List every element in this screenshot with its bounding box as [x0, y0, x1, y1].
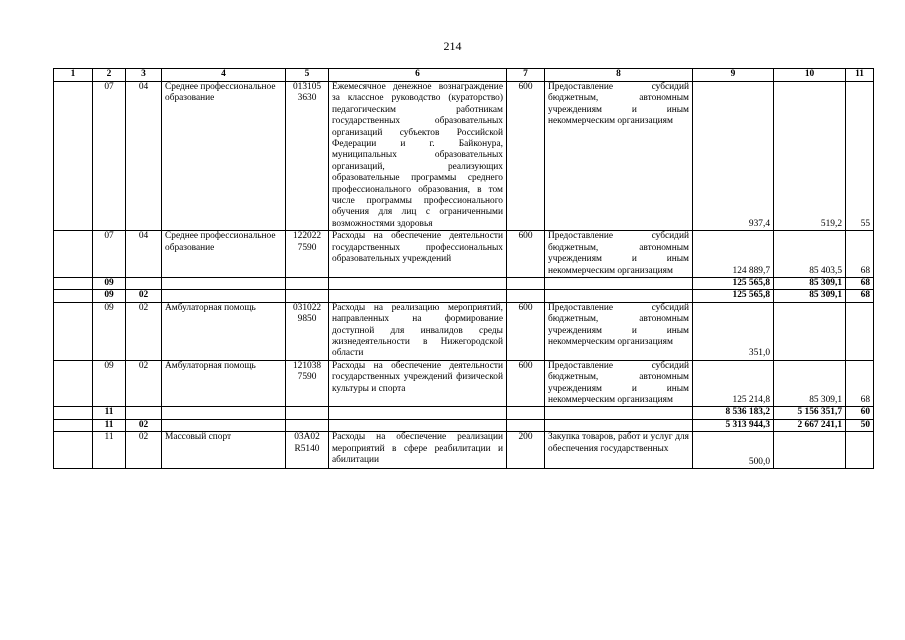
percent-cell: 50 — [846, 419, 874, 431]
amount-actual-cell: 5 156 351,7 — [774, 407, 846, 419]
subsection-code-cell — [126, 277, 162, 289]
expense-type-code-cell: 600 — [507, 82, 545, 231]
amount-plan-cell: 125 565,8 — [693, 290, 774, 302]
amount-actual-cell: 2 667 241,1 — [774, 419, 846, 431]
percent-cell: 68 — [846, 290, 874, 302]
table-row — [54, 82, 874, 231]
percent-cell: 55 — [846, 82, 874, 231]
section-code-cell: 11 — [93, 407, 126, 419]
subsection-code-cell: 02 — [126, 432, 162, 469]
expense-description-cell: Расходы на обеспечение деятельности государственных учреждений физической культуры и спорта — [329, 360, 507, 407]
expense-type-code-cell: 600 — [507, 302, 545, 360]
expense-type-name-cell: Предоставление субсидий бюджетным, автономным учреждениям и иным некоммерческим организациям — [545, 360, 693, 407]
expense-type-code-cell: 600 — [507, 360, 545, 407]
section-code-cell: 09 — [93, 360, 126, 407]
header-cell: 4 — [162, 69, 286, 82]
subsection-name-cell — [162, 277, 286, 289]
amount-plan-cell: 8 536 183,2 — [693, 407, 774, 419]
amount-plan-cell: 125 565,8 — [693, 277, 774, 289]
section-code-cell: 09 — [93, 290, 126, 302]
percent-cell: 60 — [846, 407, 874, 419]
expense-type-code-cell — [507, 419, 545, 431]
header-cell: 1 — [54, 69, 93, 82]
header-cell: 5 — [286, 69, 329, 82]
subsection-name-cell: Среднее профессиональное образование — [162, 82, 286, 231]
expense-type-name-cell — [545, 419, 693, 431]
expense-description-cell: Расходы на реализацию мероприятий, направленных на формирование доступной для инвалидов среды жизнедеятельности в Нижегородской области — [329, 302, 507, 360]
table-row — [54, 360, 874, 407]
percent-cell: 68 — [846, 231, 874, 278]
table-subtotal-row — [54, 407, 874, 419]
row-number-cell — [54, 290, 93, 302]
subsection-name-cell: Амбулаторная помощь — [162, 302, 286, 360]
amount-plan-cell: 937,4 — [693, 82, 774, 231]
table-subtotal-row — [54, 290, 874, 302]
header-cell: 10 — [774, 69, 846, 82]
section-code-cell: 09 — [93, 302, 126, 360]
expense-type-code-cell — [507, 407, 545, 419]
subsection-code-cell: 02 — [126, 419, 162, 431]
target-article-cell: 031022 9850 — [286, 302, 329, 360]
expense-description-cell — [329, 290, 507, 302]
subsection-code-cell: 02 — [126, 290, 162, 302]
subsection-code-cell — [126, 407, 162, 419]
expense-type-name-cell: Закупка товаров, работ и услуг для обеспечения государственных — [545, 432, 693, 469]
percent-cell — [846, 302, 874, 360]
section-code-cell: 11 — [93, 432, 126, 469]
table-subtotal-row — [54, 419, 874, 431]
expense-description-cell: Расходы на обеспечение деятельности государственных профессиональных образовательных учреждений — [329, 231, 507, 278]
header-cell: 8 — [545, 69, 693, 82]
section-code-cell: 09 — [93, 277, 126, 289]
subsection-name-cell — [162, 419, 286, 431]
row-number-cell — [54, 432, 93, 469]
expense-type-name-cell — [545, 277, 693, 289]
amount-plan-cell: 125 214,8 — [693, 360, 774, 407]
expense-type-name-cell — [545, 407, 693, 419]
row-number-cell — [54, 419, 93, 431]
row-number-cell — [54, 360, 93, 407]
amount-actual-cell: 85 309,1 — [774, 277, 846, 289]
target-article-cell — [286, 419, 329, 431]
table-row — [54, 432, 874, 469]
amount-actual-cell: 85 309,1 — [774, 290, 846, 302]
row-number-cell — [54, 231, 93, 278]
subsection-code-cell: 04 — [126, 231, 162, 278]
table-header-row — [54, 69, 874, 82]
table-row — [54, 231, 874, 278]
percent-cell — [846, 432, 874, 469]
expense-type-name-cell: Предоставление субсидий бюджетным, автономным учреждениям и иным некоммерческим организациям — [545, 302, 693, 360]
expense-type-name-cell — [545, 290, 693, 302]
table-row — [54, 302, 874, 360]
amount-actual-cell — [774, 432, 846, 469]
expense-type-code-cell: 600 — [507, 231, 545, 278]
header-cell: 7 — [507, 69, 545, 82]
header-cell: 6 — [329, 69, 507, 82]
row-number-cell — [54, 302, 93, 360]
amount-plan-cell: 500,0 — [693, 432, 774, 469]
percent-cell: 68 — [846, 360, 874, 407]
amount-actual-cell: 85 403,5 — [774, 231, 846, 278]
expense-description-cell: Расходы на обеспечение реализации мероприятий в сфере реабилитации и абилитации — [329, 432, 507, 469]
subsection-name-cell — [162, 407, 286, 419]
row-number-cell — [54, 407, 93, 419]
header-cell: 11 — [846, 69, 874, 82]
row-number-cell — [54, 277, 93, 289]
expense-type-code-cell — [507, 290, 545, 302]
row-number-cell — [54, 82, 93, 231]
target-article-cell: 121038 7590 — [286, 360, 329, 407]
expense-type-code-cell: 200 — [507, 432, 545, 469]
target-article-cell: 03А02 R5140 — [286, 432, 329, 469]
header-cell: 2 — [93, 69, 126, 82]
amount-actual-cell: 85 309,1 — [774, 360, 846, 407]
section-code-cell: 07 — [93, 231, 126, 278]
budget-table — [53, 68, 874, 469]
target-article-cell — [286, 277, 329, 289]
header-cell: 9 — [693, 69, 774, 82]
expense-type-name-cell: Предоставление субсидий бюджетным, автономным учреждениям и иным некоммерческим организациям — [545, 82, 693, 231]
expense-type-code-cell — [507, 277, 545, 289]
subsection-code-cell: 02 — [126, 360, 162, 407]
percent-cell: 68 — [846, 277, 874, 289]
expense-description-cell — [329, 407, 507, 419]
subsection-name-cell: Амбулаторная помощь — [162, 360, 286, 407]
amount-plan-cell: 5 313 944,3 — [693, 419, 774, 431]
section-code-cell: 11 — [93, 419, 126, 431]
amount-plan-cell: 124 889,7 — [693, 231, 774, 278]
section-code-cell: 07 — [93, 82, 126, 231]
subsection-name-cell: Среднее профессиональное образование — [162, 231, 286, 278]
expense-description-cell — [329, 277, 507, 289]
amount-actual-cell — [774, 302, 846, 360]
amount-plan-cell: 351,0 — [693, 302, 774, 360]
table-subtotal-row — [54, 277, 874, 289]
expense-description-cell — [329, 419, 507, 431]
header-cell: 3 — [126, 69, 162, 82]
target-article-cell — [286, 290, 329, 302]
amount-actual-cell: 519,2 — [774, 82, 846, 231]
page-number: 214 — [443, 39, 462, 53]
subsection-name-cell: Массовый спорт — [162, 432, 286, 469]
expense-type-name-cell: Предоставление субсидий бюджетным, автономным учреждениям и иным некоммерческим организациям — [545, 231, 693, 278]
target-article-cell: 013105 3630 — [286, 82, 329, 231]
expense-description-cell: Ежемесячное денежное вознаграждение за классное руководство (кураторство) педагогическим работникам государственных образовательных организаций субъектов Российской Федерации и г. Байконура, муниципальных образовательных организаций, реализующих образовательные программы среднего профессионального образования, в том числе программы профессионального обучения для лиц с ограниченными возможностями здоровья — [329, 82, 507, 231]
subsection-code-cell: 02 — [126, 302, 162, 360]
subsection-code-cell: 04 — [126, 82, 162, 231]
subsection-name-cell — [162, 290, 286, 302]
target-article-cell — [286, 407, 329, 419]
target-article-cell: 122022 7590 — [286, 231, 329, 278]
